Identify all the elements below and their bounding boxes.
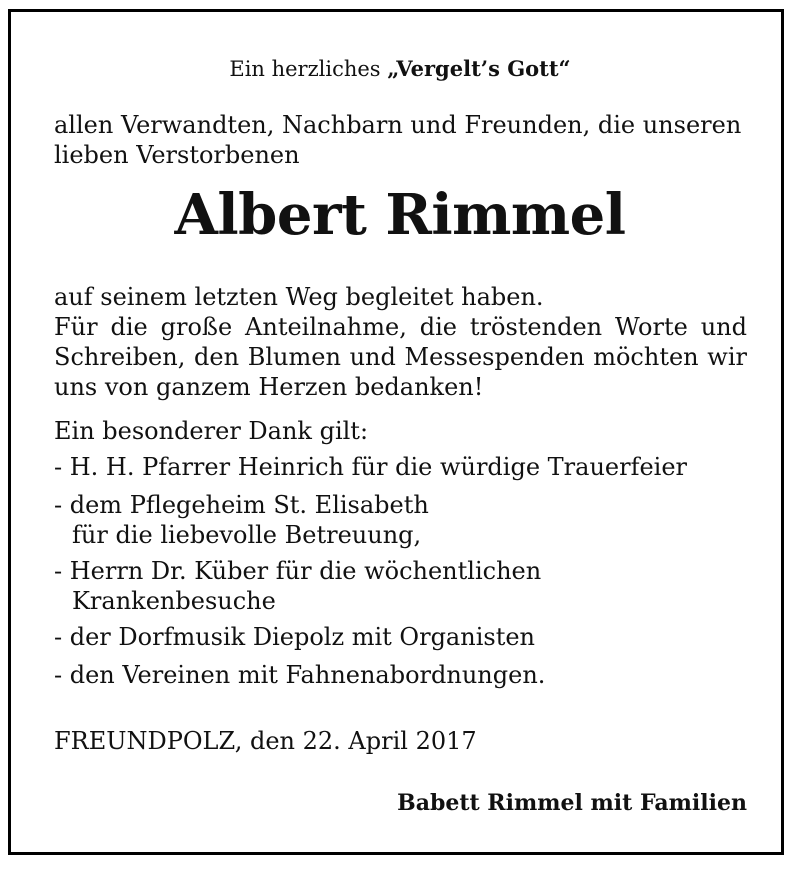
list-item-line-1: - der Dorfmusik Diepolz mit Organisten [54, 623, 535, 651]
list-item [54, 660, 545, 690]
thanks-line-2: Für die große Anteilnahme, die tröstenden Worte und [54, 313, 747, 341]
intro-vergelts-gott: „Vergelt’s Gott“ [387, 56, 571, 81]
intro-line [0, 54, 800, 84]
list-item-line-2: Krankenbesuche [72, 587, 276, 615]
list-item-line-2: für die liebevolle Betreuung, [72, 521, 422, 549]
thanks-line-1: auf seinem letzten Weg begleitet haben. [54, 283, 544, 311]
signature: Babett Rimmel mit Familien [397, 790, 747, 816]
deceased-name: Albert Rimmel [174, 182, 626, 248]
thanks-text [54, 282, 747, 402]
list-item [54, 490, 429, 550]
special-thanks-heading: Ein besonderer Dank gilt: [54, 417, 369, 445]
thanks-line-3: Schreiben, den Blumen und Messespenden möchten wir [54, 343, 747, 371]
dedication-text [54, 110, 741, 170]
list-item [54, 452, 687, 482]
intro-prefix: Ein herzliches [229, 57, 388, 81]
dedication-line-2: lieben Verstorbenen [54, 141, 300, 169]
list-item [54, 556, 541, 616]
list-item-line-1: - den Vereinen mit Fahnenabordnungen. [54, 661, 546, 689]
place-date: FREUNDPOLZ, den 22. April 2017 [54, 727, 477, 755]
list-item-line-1: - dem Pflegeheim St. Elisabeth [54, 491, 429, 519]
list-item [54, 622, 535, 652]
thanks-line-4: uns von ganzem Herzen bedanken! [54, 373, 484, 401]
list-item-line-1: - Herrn Dr. Küber für die wöchentlichen [54, 557, 542, 585]
dedication-line-1: allen Verwandten, Nachbarn und Freunden, die unseren [54, 111, 742, 139]
list-item-line-1: - H. H. Pfarrer Heinrich für die würdige Trauerfeier [54, 453, 688, 481]
